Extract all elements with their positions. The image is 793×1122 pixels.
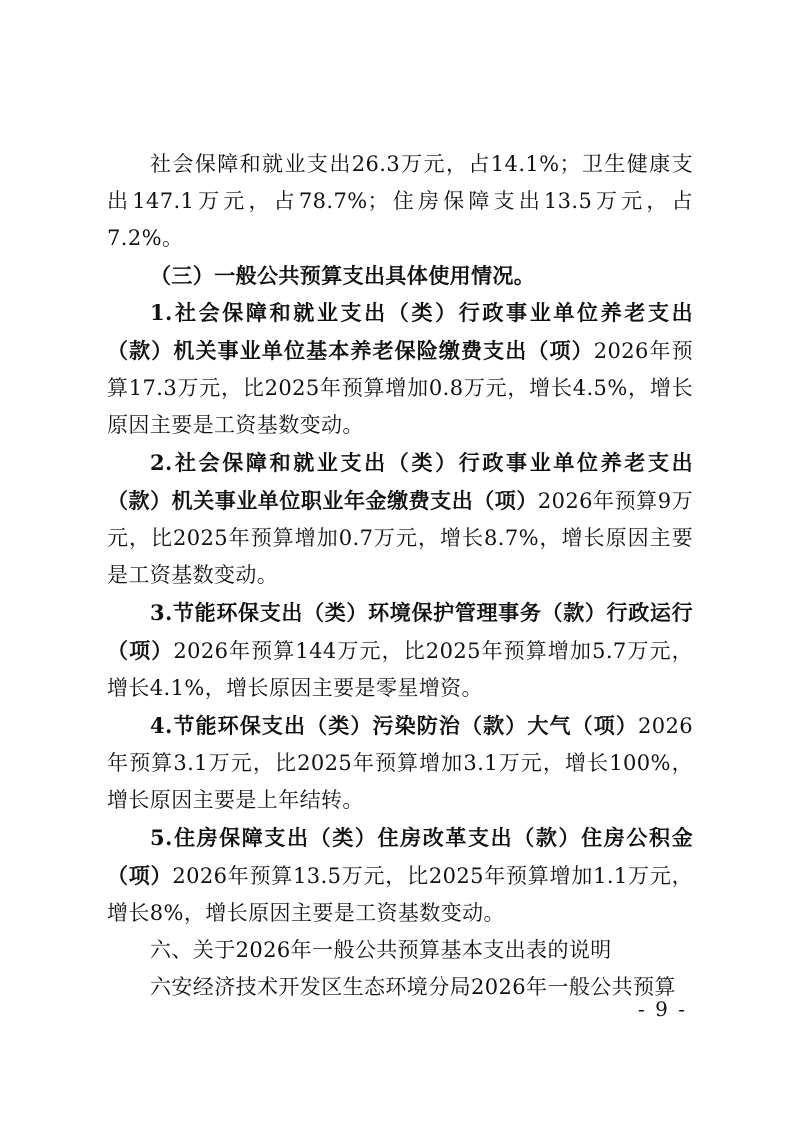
paragraph-item-1 [107, 294, 693, 444]
item-1-text: 2026年预算17.3万元，比2025年预算增加0.8万元，增长4.5%，增长原因主要是工资基数变动。 [107, 339, 693, 437]
item-5-text: 2026年预算13.5万元，比2025年预算增加1.1万元，增长8%，增长原因主要是工资基数变动。 [107, 864, 693, 925]
item-4-title: 4.节能环保支出（类）污染防治（款）大气（项） [150, 713, 638, 738]
item-2-text: 2026年预算9万元，比2025年预算增加0.7万元，增长8.7%，增长原因主要是工资基数变动。 [107, 489, 693, 587]
item-3-text: 2026年预算144万元，比2025年预算增加5.7万元，增长4.1%，增长原因主要是零星增资。 [107, 639, 694, 700]
item-3-title: 3.节能环保支出（类）环境保护管理事务（款）行政运行（项） [107, 600, 693, 663]
subheading-expenditure-usage: （三）一般公共预算支出具体使用情况。 [150, 263, 536, 288]
document-body [107, 146, 693, 1006]
item-5-title: 5.住房保障支出（类）住房改革支出（款）住房公积金（项） [107, 825, 693, 888]
item-4-text: 2026年预算3.1万元，比2025年预算增加3.1万元，增长100%，增长原因主要是上年结转。 [107, 714, 693, 812]
item-1-title: 1.社会保障和就业支出（类）行政事业单位养老支出（款）机关事业单位基本养老保险缴费支出（项） [107, 300, 693, 363]
paragraph-item-2 [107, 444, 693, 594]
paragraph-expenditure-structure: 社会保障和就业支出26.3万元，占14.1%；卫生健康支出147.1万元，占78.7%；住房保障支出13.5万元，占7.2%。 [107, 152, 693, 250]
section-6-heading: 六、关于2026年一般公共预算基本支出表的说明 [150, 938, 612, 962]
paragraph-item-5 [107, 819, 693, 932]
page-number: - 9 - [638, 997, 687, 1021]
paragraph-item-3 [107, 594, 693, 707]
item-2-title: 2.社会保障和就业支出（类）行政事业单位养老支出（款）机关事业单位职业年金缴费支出（项） [107, 450, 693, 513]
paragraph-section-6-start: 六安经济技术开发区生态环境分局2026年一般公共预算 [150, 975, 676, 999]
paragraph-item-4 [107, 707, 693, 819]
